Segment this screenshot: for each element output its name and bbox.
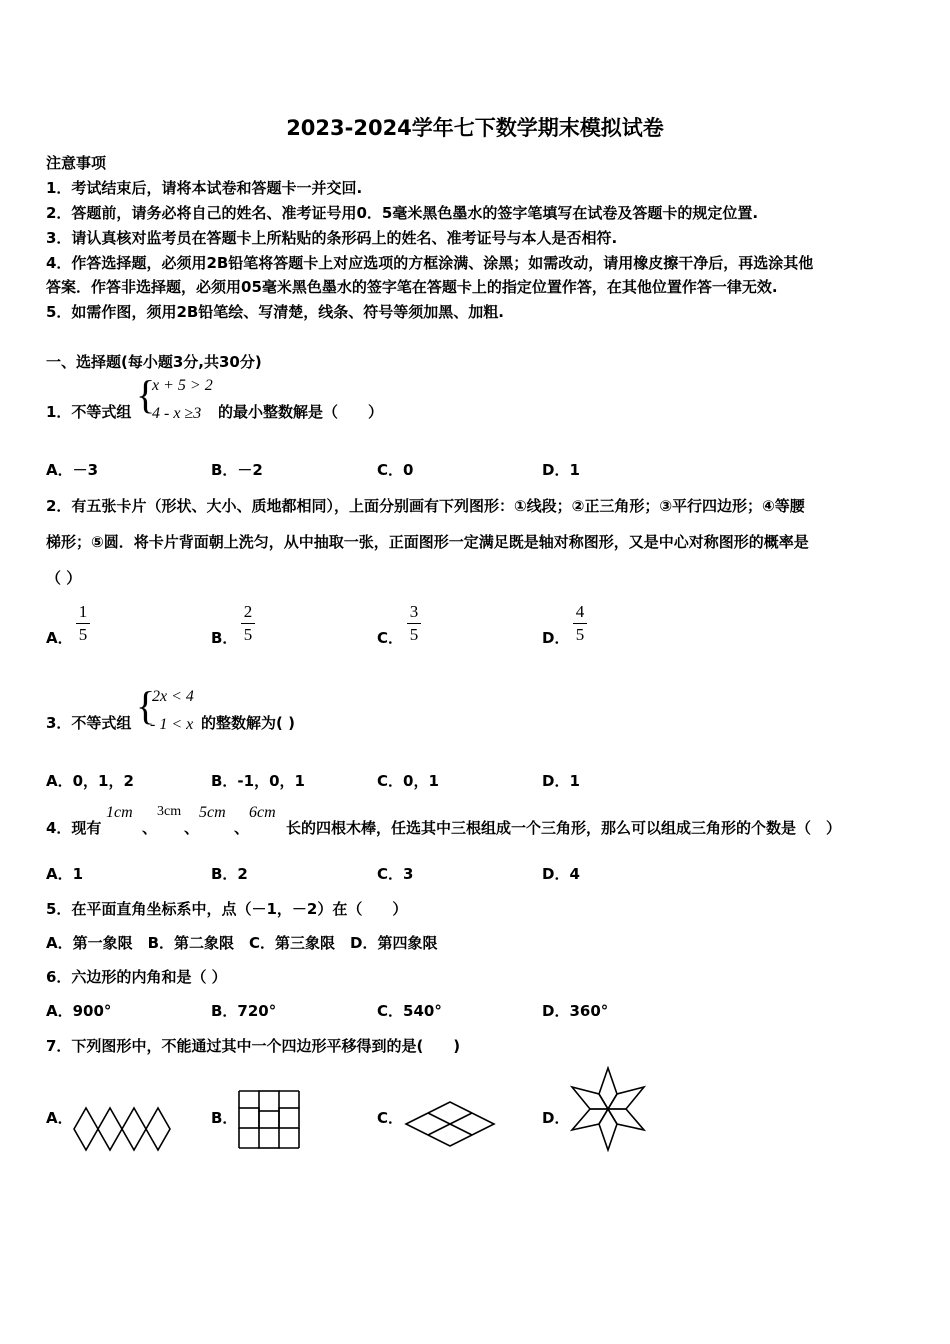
- q5-options: A．第一象限 B．第二象限 C．第三象限 D．第四象限: [46, 934, 438, 952]
- note-item: 3．请认真核对监考员在答题卡上所粘贴的条形码上的姓名、准考证号与本人是否相符.: [46, 229, 618, 247]
- page-title: 2023-2024学年七下数学期末模拟试卷: [286, 116, 664, 140]
- denominator: 5: [243, 625, 253, 644]
- q7-figure-b: [236, 1088, 302, 1152]
- q2-line-2: 梯形；⑤圆．将卡片背面朝上洗匀，从中抽取一张，正面图形一定满足既是轴对称图形，又是中心对称图形的概率是: [46, 533, 809, 551]
- note-item: 5．如需作图，须用2B铅笔绘、写清楚，线条、符号等须加黑、加粗.: [46, 303, 505, 321]
- q2-option-b: B．: [211, 629, 238, 647]
- q4-length-4: 6cm: [249, 804, 276, 821]
- q4-option-b: B．2: [211, 865, 248, 883]
- note-item: 答案．作答非选择题，必须用05毫米黑色墨水的签字笔在答题卡上的指定位置作答，在其他位置作答一律无效.: [46, 278, 778, 296]
- section-heading: 一、选择题(每小题3分,共30分): [46, 353, 262, 371]
- q1-option-d: D．1: [542, 461, 580, 479]
- q4-prefix: 4．现有: [46, 819, 102, 837]
- note-item: 4．作答选择题，必须用2B铅笔将答题卡上对应选项的方框涂满、涂黑；如需改动，请用橡皮擦干净后，再选涂其他: [46, 254, 814, 272]
- q7-figure-c: [404, 1100, 496, 1148]
- q4-sep: 、: [184, 819, 200, 837]
- q1-inequality-1: x + 5 > 2: [152, 377, 213, 394]
- q3-option-a: A．0，1，2: [46, 772, 134, 790]
- q3-brace: {: [136, 683, 156, 728]
- q4-option-c: C．3: [377, 865, 414, 883]
- q3-option-b: B．-1，0，1: [211, 772, 305, 790]
- q7-option-d: D．: [542, 1109, 570, 1127]
- q7-figure-a: [72, 1106, 176, 1152]
- q3-suffix: 的整数解为( ): [201, 714, 295, 732]
- q1-prefix: 1．不等式组: [46, 403, 132, 421]
- q2-line-1: 2．有五张卡片（形状、大小、质地都相同），上面分别画有下列图形：①线段；②正三角形；③平行四边形；④等腰: [46, 497, 805, 515]
- q1-inequality-2: 4 - x ≥3: [152, 405, 202, 422]
- q6-option-c: C．540°: [377, 1002, 442, 1020]
- q5-text: 5．在平面直角坐标系中，点（－1，－2）在（ ）: [46, 900, 408, 918]
- q4-option-d: D．4: [542, 865, 580, 883]
- q2-fraction-c: [407, 602, 421, 645]
- numerator: 3: [409, 602, 419, 621]
- q1-brace: {: [136, 372, 156, 417]
- q4-length-2: 3cm: [157, 804, 182, 819]
- q2-fraction-a: [76, 602, 90, 645]
- note-item: 2．答题前，请务必将自己的姓名、准考证号用0．5毫米黑色墨水的签字笔填写在试卷及答题卡的规定位置.: [46, 204, 759, 222]
- numerator: 1: [78, 602, 88, 621]
- q6-option-b: B．720°: [211, 1002, 277, 1020]
- numerator: 2: [243, 602, 253, 621]
- q7-figure-d: [568, 1066, 648, 1152]
- q6-option-a: A．900°: [46, 1002, 112, 1020]
- q3-option-d: D．1: [542, 772, 580, 790]
- numerator: 4: [575, 602, 585, 621]
- q1-option-b: B．－2: [211, 461, 263, 479]
- q2-option-c: C．: [377, 629, 404, 647]
- q3-inequality-2: - 1 < x: [150, 716, 194, 733]
- q4-option-a: A．1: [46, 865, 84, 883]
- note-item: 1．考试结束后，请将本试卷和答题卡一并交回.: [46, 179, 363, 197]
- q3-option-c: C．0，1: [377, 772, 439, 790]
- q4-sep: 、: [234, 819, 250, 837]
- denominator: 5: [78, 625, 88, 644]
- q3-prefix: 3．不等式组: [46, 714, 132, 732]
- q4-sep: 、: [142, 819, 158, 837]
- q2-option-d: D．: [542, 629, 570, 647]
- q3-inequality-1: 2x < 4: [152, 688, 194, 705]
- denominator: 5: [575, 625, 585, 644]
- q7-option-c: C．: [377, 1109, 404, 1127]
- q6-option-d: D．360°: [542, 1002, 609, 1020]
- q7-text: 7．下列图形中，不能通过其中一个四边形平移得到的是( ): [46, 1037, 461, 1055]
- notes-heading: 注意事项: [46, 154, 107, 172]
- q2-line-3: （ ）: [46, 569, 82, 587]
- q2-fraction-d: [573, 602, 587, 645]
- q1-suffix: 的最小整数解是（ ）: [218, 403, 384, 421]
- q4-suffix: 长的四根木棒，任选其中三根组成一个三角形，那么可以组成三角形的个数是（ ）: [286, 819, 842, 837]
- q1-option-c: C．0: [377, 461, 414, 479]
- q7-option-b: B．: [211, 1109, 238, 1127]
- q4-length-1: 1cm: [106, 804, 133, 821]
- q4-length-3: 5cm: [199, 804, 226, 821]
- q2-fraction-b: [241, 602, 255, 645]
- q7-option-a: A．: [46, 1109, 73, 1127]
- denominator: 5: [409, 625, 419, 644]
- q6-text: 6．六边形的内角和是（ ）: [46, 968, 227, 986]
- q1-option-a: A．－3: [46, 461, 99, 479]
- q2-option-a: A．: [46, 629, 73, 647]
